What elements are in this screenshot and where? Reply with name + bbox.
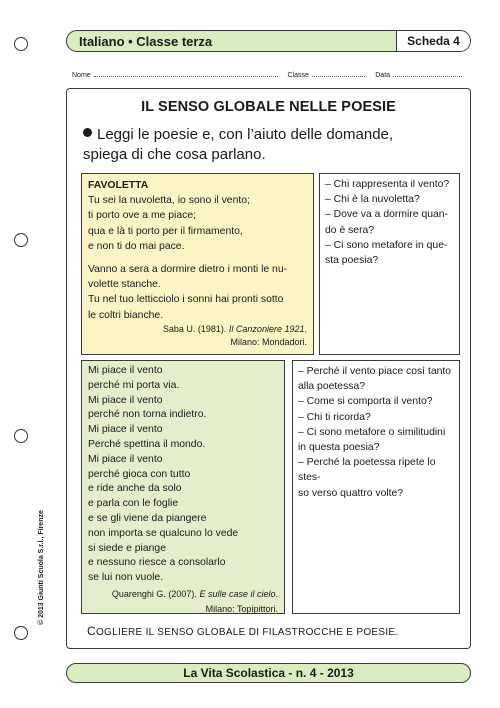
learning-goal: COGLIERE IL SENSO GLOBALE DI FILASTROCCHE E POESIE.	[87, 624, 399, 638]
question-line: – Ci sono metafore in que-	[325, 239, 448, 251]
date-label: Data	[375, 72, 391, 79]
worksheet-title: IL SENSO GLOBALE NELLE POESIE	[141, 99, 396, 115]
question-line: – Chi ti ricorda?	[298, 411, 371, 423]
poem-line: Vanno a sera a dormire dietro i monti le nu-	[88, 264, 288, 276]
poem-line: qua e là ti porto per il firmamento,	[88, 225, 243, 237]
binder-hole	[14, 233, 28, 247]
question-line: so verso quattro volte?	[298, 487, 404, 499]
poem-line: e non ti do mai pace.	[88, 240, 185, 252]
poem-line: volette stanche.	[88, 279, 161, 291]
poem-line: non importa se qualcuno lo vede	[88, 527, 239, 539]
poem-title: FAVOLETTA	[88, 180, 149, 191]
binder-hole	[14, 37, 28, 51]
binder-hole	[14, 429, 28, 443]
question-line: alla poetessa?	[298, 381, 366, 393]
question-line: – Perché il vento piace così tanto	[298, 366, 452, 377]
name-label: Nome	[72, 72, 91, 79]
poem-line: perché mi porta via.	[88, 379, 180, 391]
question-line: – Come si comporta il vento?	[298, 396, 433, 408]
worksheet-frame	[66, 88, 471, 649]
class-label: Classe	[287, 72, 309, 79]
poem-line: ti porto ove a me piace;	[88, 210, 197, 222]
class-line	[312, 76, 365, 77]
poem-line: Mi piace il vento	[88, 365, 163, 376]
poem-source: Saba U. (1981). Il Canzoniere 1921.	[162, 323, 307, 334]
poem-line: e nessuno riesce a consolarlo	[88, 557, 226, 569]
question-line: – Dove va a dormire quan-	[325, 209, 449, 221]
bullet-icon	[83, 128, 92, 137]
question-line: – Chi rappresenta il vento?	[325, 179, 450, 190]
question-line: – Chi è la nuvoletta?	[325, 194, 420, 206]
poem-line: Tu nel tuo letticciolo i sonni hai pronti sotto	[88, 294, 284, 306]
poem-line: e se gli viene da piangere	[88, 512, 207, 524]
poem-line: si siede e piange	[88, 542, 166, 554]
question-line: do è sera?	[325, 224, 375, 236]
poem-line: se lui non vuole.	[88, 572, 164, 584]
binder-hole	[14, 626, 28, 640]
question-line: – Perché la poetessa ripete lo stes-	[298, 457, 436, 484]
instruction-line-2: spiega di che cosa parlano.	[83, 146, 266, 163]
instruction	[83, 125, 460, 165]
poem-line: le coltri bianche.	[88, 309, 164, 321]
questions-box-2	[292, 360, 460, 614]
instruction-line-1: Leggi le poesie e, con l’aiuto delle domande,	[97, 126, 394, 143]
poem-line: Mi piace il vento	[88, 424, 163, 436]
poem-box-favoletta	[81, 173, 314, 355]
poem-source: Quarenghi G. (2007). E sulle case il cielo.	[111, 588, 278, 599]
poem-publisher: Milano: Mondadori.	[230, 336, 307, 347]
poem-line: perché non torna indietro.	[88, 409, 207, 421]
question-line: in questa poesia?	[298, 442, 380, 454]
worksheet-header	[66, 30, 471, 52]
poem-line: e ride anche da solo	[88, 483, 182, 495]
date-line	[393, 76, 462, 77]
question-line: sta poesia?	[325, 255, 379, 267]
poem-box-vento	[81, 360, 285, 614]
sheet-number: Scheda 4	[396, 31, 470, 51]
subject-label: Italiano • Classe terza	[79, 33, 213, 49]
magazine-footer: La Vita Scolastica - n. 4 - 2013	[66, 663, 471, 683]
copyright-notice: © 2013 Giunti Scuola S.r.l., Firenze	[38, 510, 45, 625]
question-line: – Ci sono metafore o similitudini	[298, 426, 446, 438]
poem-publisher: Milano: Topipittori.	[205, 603, 278, 614]
poem-line: Mi piace il vento	[88, 453, 163, 465]
poem-line: Tu sei la nuvoletta, io sono il vento;	[88, 195, 250, 207]
poem-line: e parla con le foglie	[88, 498, 179, 510]
name-line	[94, 76, 278, 77]
student-fields	[72, 67, 472, 79]
questions-box-1	[319, 173, 460, 355]
poem-line: perché gioca con tutto	[88, 468, 191, 480]
poem-line: Mi piace il vento	[88, 394, 163, 406]
poem-line: Perché spettina il mondo.	[88, 438, 206, 450]
